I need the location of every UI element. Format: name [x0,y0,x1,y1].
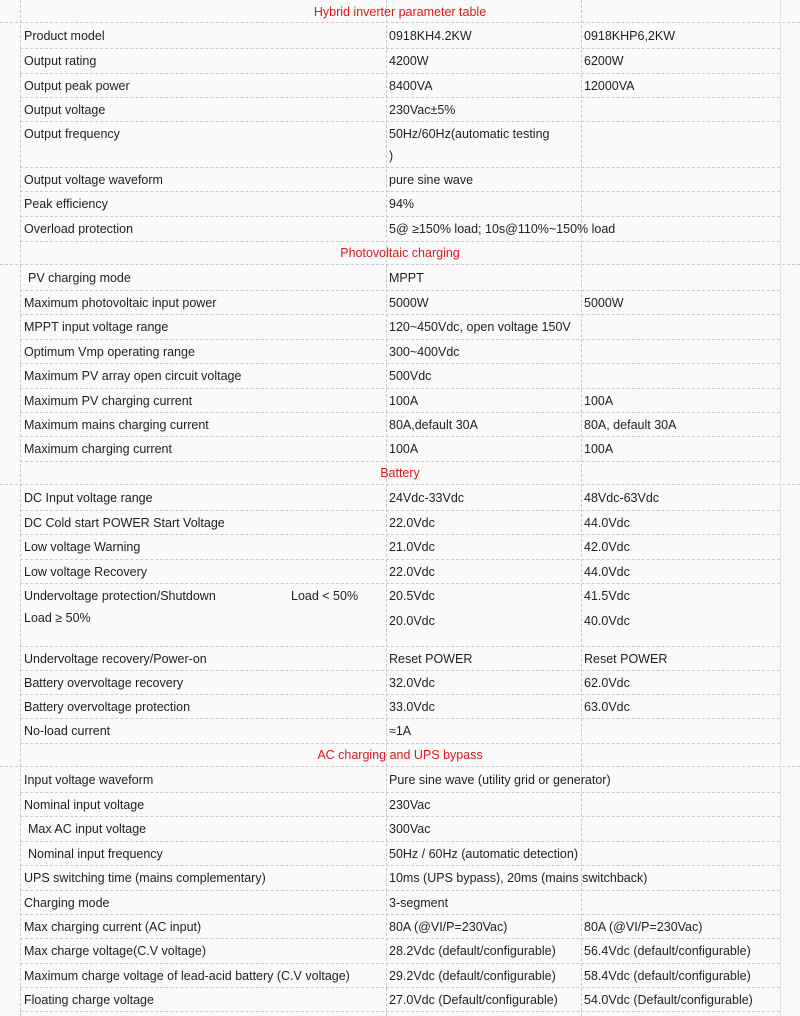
row-value-1: 94% [389,197,415,211]
row-value-2: 12000VA [584,79,635,93]
table-row [20,914,780,939]
table-row [20,363,780,389]
row-label: Output peak power [24,79,130,93]
section-title: AC charging and UPS bypass [0,743,800,767]
row-value-1: 24Vdc-33Vdc [389,491,465,505]
row-value-1: 10ms (UPS bypass), 20ms (mains switchback) [389,871,648,885]
row-value-2: 100A [584,442,614,456]
row-value-2: 56.4Vdc (default/configurable) [584,944,751,958]
row-value-1: 28.2Vdc (default/configurable) [389,944,556,958]
table-row [20,841,780,866]
table-row [20,388,780,413]
row-label: UPS switching time (mains complementary) [24,871,266,885]
row-value-1: pure sine wave [389,173,474,187]
row-label: Maximum charging current [24,442,172,456]
row-value-1: 0918KH4.2KW [389,29,472,43]
row-label: Battery overvoltage recovery [24,676,184,690]
row-label: Output frequency [24,127,120,141]
row-label: Optimum Vmp operating range [24,345,195,359]
row-label: Maximum PV charging current [24,394,193,408]
row-value-2: 54.0Vdc (Default/configurable) [584,993,753,1007]
row-value-1: 27.0Vdc (Default/configurable) [389,993,558,1007]
row-value-2: 41.5Vdc [584,589,630,603]
row-label: Max charge voltage(C.V voltage) [24,944,207,958]
row-label: Maximum photovoltaic input power [24,296,217,310]
row-value-1: 100A [389,394,419,408]
row-value-2: 5000W [584,296,624,310]
row-value-1: 230Vac [389,798,431,812]
row-label: Maximum charge voltage of lead-acid battery (C.V voltage) [24,969,350,983]
table-row [20,792,780,817]
row-value-1: 32.0Vdc [389,676,435,690]
row-sublabel: Load < 50% [291,589,359,603]
row-value-1: 100A [389,442,419,456]
section-title: Battery [0,461,800,485]
row-value-1: 50Hz/60Hz(automatic testing [389,127,550,141]
table-row [20,412,780,437]
table-row [20,290,780,315]
row-value-1: Reset POWER [389,652,473,666]
table-row [20,339,780,364]
row-value-1: ≈1A [389,724,412,738]
row-value-1: 22.0Vdc [389,516,435,530]
table-row [20,73,780,98]
row-value-1: 20.5Vdc [389,589,435,603]
row-label: MPPT input voltage range [24,320,169,334]
table-row [20,97,780,122]
table-row [20,694,780,719]
table-row [20,23,780,49]
row-label: Output voltage waveform [24,173,163,187]
row-value-2-second: 40.0Vdc [584,614,630,628]
table-row [20,890,780,915]
table-row [20,121,780,168]
row-label: DC Cold start POWER Start Voltage [24,516,225,530]
row-label: DC Input voltage range [24,491,153,505]
row-value-1-second: 20.0Vdc [389,614,435,628]
row-value-2: 6200W [584,54,624,68]
row-label: Maximum mains charging current [24,418,209,432]
row-value-1: 8400VA [389,79,433,93]
row-value-2: Reset POWER [584,652,668,666]
table-row [20,48,780,74]
row-value-1: 21.0Vdc [389,540,435,554]
row-value-2: 58.4Vdc (default/configurable) [584,969,751,983]
row-label-continued: Load ≥ 50% [24,611,91,625]
row-label: Undervoltage recovery/Power-on [24,652,207,666]
table-row [20,987,780,1012]
row-label: Max AC input voltage [28,822,147,836]
table-row [20,816,780,842]
table-row [20,938,780,964]
row-label: Low voltage Recovery [24,565,147,579]
table-row [20,534,780,560]
row-label: No-load current [24,724,111,738]
row-value-2: 80A (@VI/P=230Vac) [584,920,703,934]
table-right-border [780,0,781,1016]
table-row [20,216,780,242]
table-row [20,485,780,511]
row-value-1: 500Vdc [389,369,432,383]
row-value-2: 48Vdc-63Vdc [584,491,660,505]
table-row [20,865,780,891]
row-value-1: 29.2Vdc (default/configurable) [389,969,556,983]
row-value-2: 63.0Vdc [584,700,630,714]
row-value-1: 33.0Vdc [389,700,435,714]
row-label: Max charging current (AC input) [24,920,202,934]
row-label: Overload protection [24,222,134,236]
row-label: Nominal input voltage [24,798,145,812]
table-row [20,559,780,584]
row-value-2: 0918KHP6,2KW [584,29,676,43]
row-value-1: 4200W [389,54,429,68]
row-value-2: 62.0Vdc [584,676,630,690]
row-value-1: 5000W [389,296,429,310]
row-value-1: MPPT [389,271,424,285]
row-value-2: 44.0Vdc [584,516,630,530]
table-row [20,314,780,340]
row-value-1: 120~450Vdc, open voltage 150V [389,320,571,334]
row-label: Maximum PV array open circuit voltage [24,369,242,383]
row-label: Peak efficiency [24,197,108,211]
row-label: Charging mode [24,896,110,910]
row-value-1-continued: ) [389,149,394,163]
table-row [20,167,780,192]
row-value-1: 80A (@VI/P=230Vac) [389,920,508,934]
row-value-1: 3-segment [389,896,449,910]
row-value-1: Pure sine wave (utility grid or generator) [389,773,611,787]
table-row [20,963,780,988]
row-value-1: 22.0Vdc [389,565,435,579]
table-row [20,718,780,744]
row-value-1: 300~400Vdc [389,345,460,359]
row-value-1: 50Hz / 60Hz (automatic detection) [389,847,578,861]
table-row [20,583,780,647]
row-value-2: 44.0Vdc [584,565,630,579]
row-value-2: 100A [584,394,614,408]
row-label: Input voltage waveform [24,773,154,787]
table-row [20,670,780,695]
row-label: Product model [24,29,105,43]
section-title: Hybrid inverter parameter table [0,0,800,23]
table-row [20,510,780,535]
row-label: Output rating [24,54,97,68]
row-value-1: 5@ ≥150% load; 10s@110%~150% load [389,222,616,236]
row-value-2: 42.0Vdc [584,540,630,554]
table-row [20,191,780,217]
row-label: Low voltage Warning [24,540,141,554]
table-row [20,767,780,793]
table-row [20,265,780,291]
table-row [20,436,780,462]
row-label: Nominal input frequency [28,847,163,861]
row-label: Floating charge voltage [24,993,154,1007]
row-value-2: 80A, default 30A [584,418,677,432]
row-value-1: 230Vac±5% [389,103,456,117]
table-row [20,646,780,671]
row-value-1: 80A,default 30A [389,418,478,432]
row-label: Battery overvoltage protection [24,700,191,714]
row-label: PV charging mode [28,271,131,285]
row-value-1: 300Vac [389,822,431,836]
row-label: Output voltage [24,103,106,117]
row-label: Undervoltage protection/Shutdown [24,589,216,603]
section-title: Photovoltaic charging [0,241,800,265]
